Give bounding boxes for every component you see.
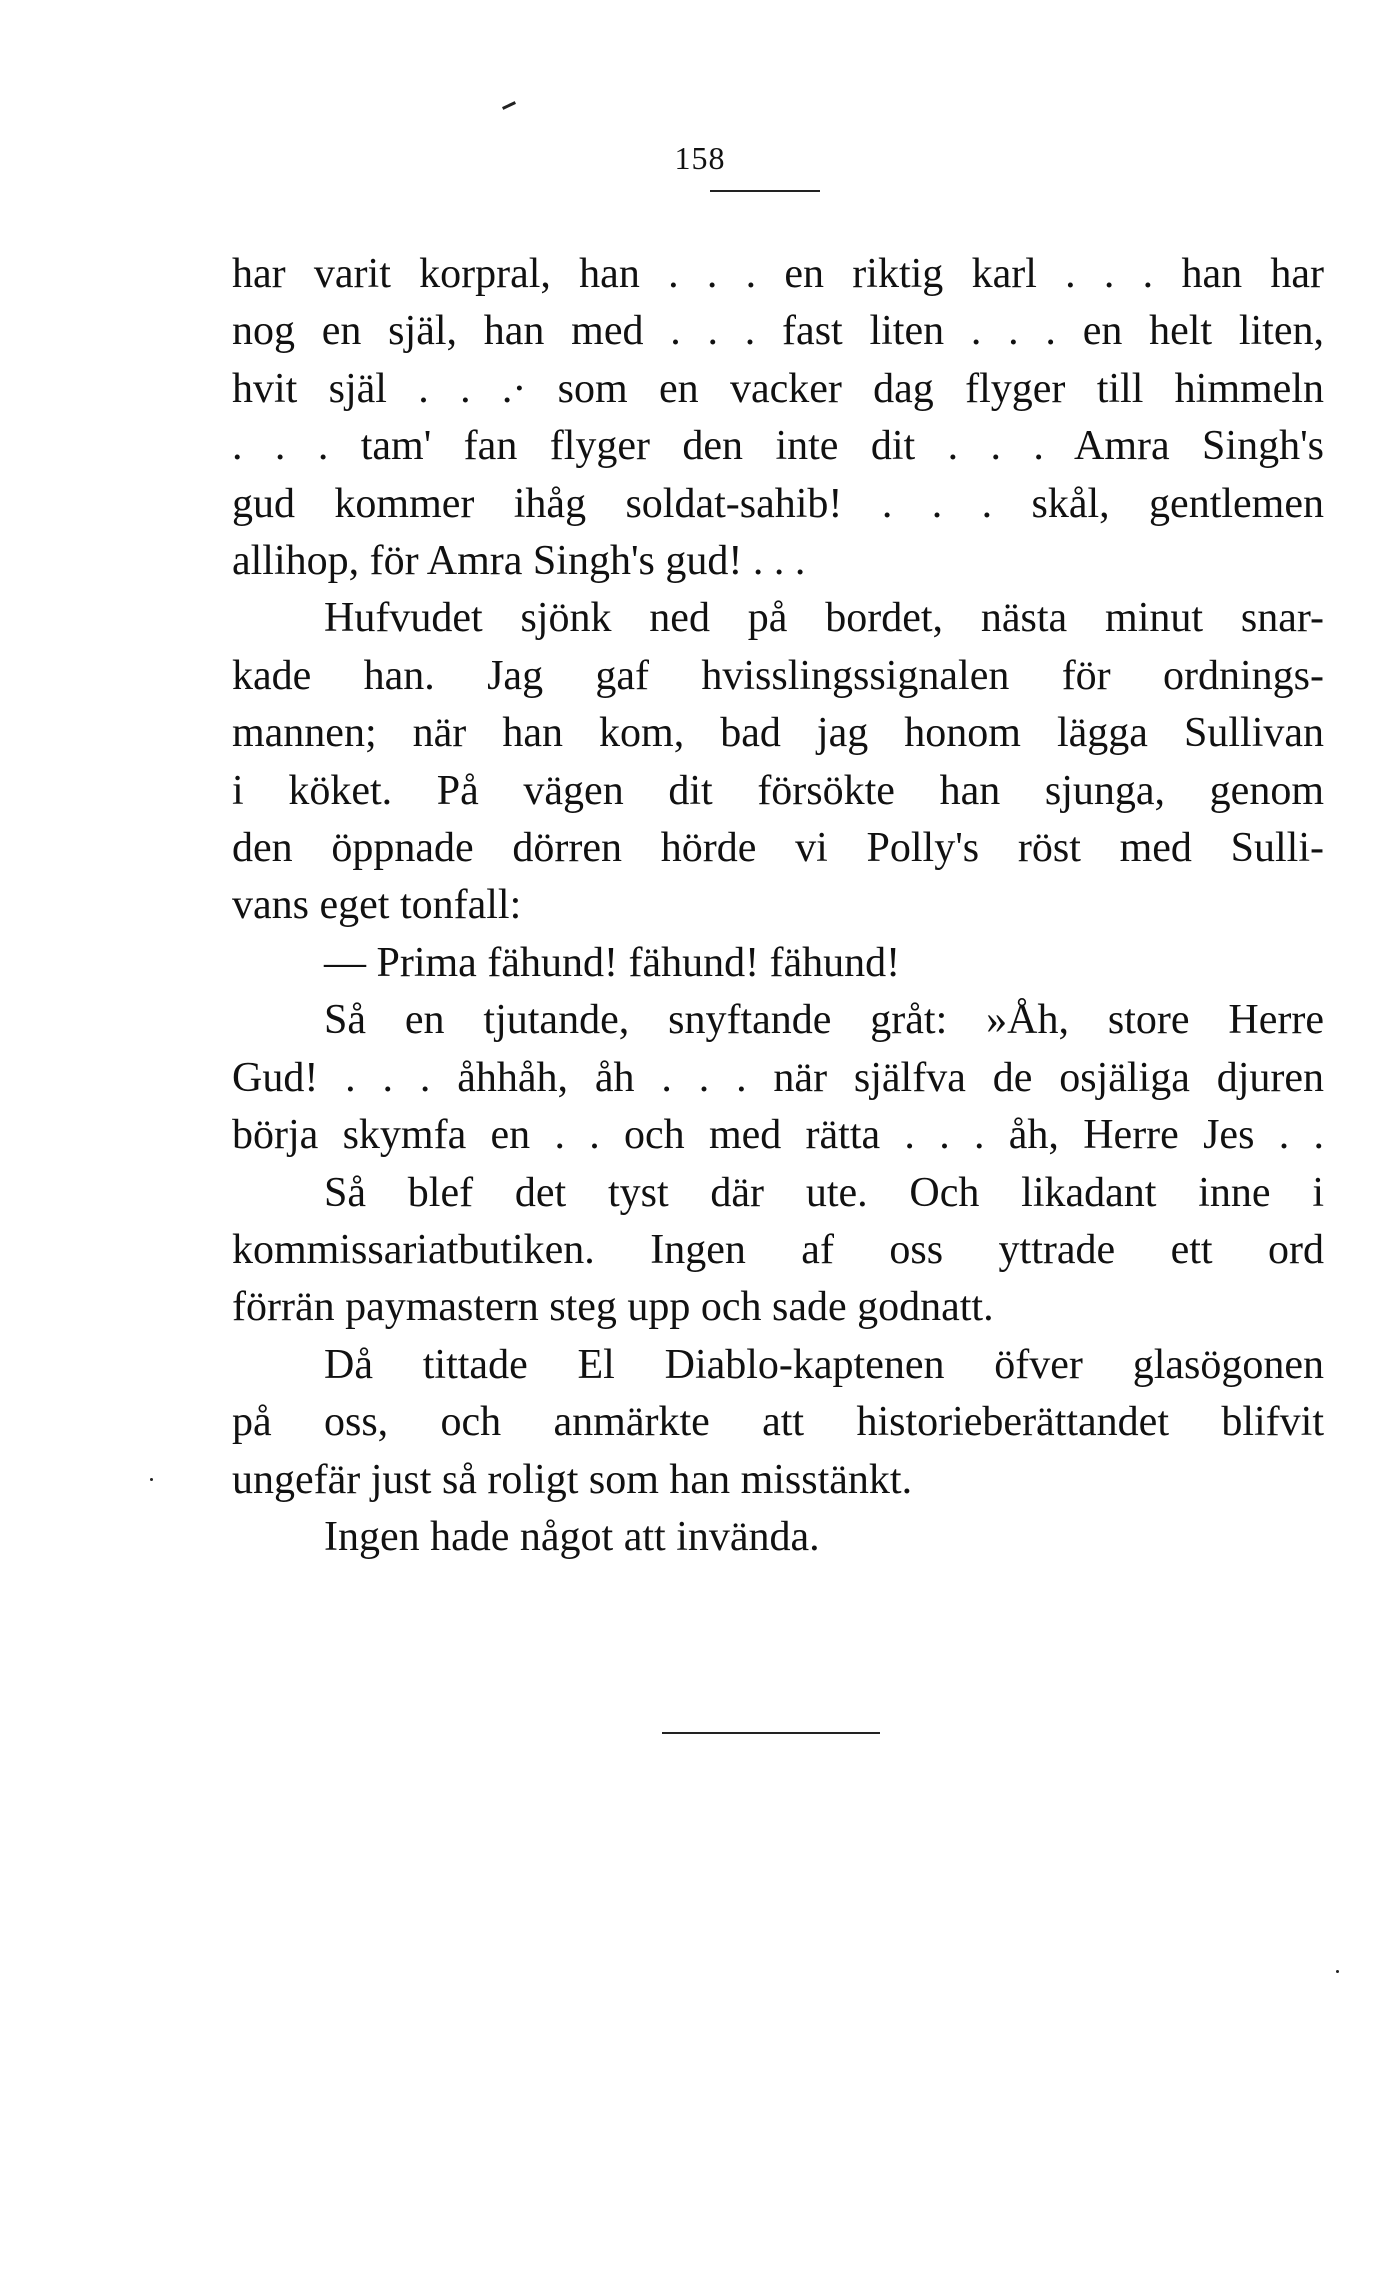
text-line-content: Så blef det tyst där ute. Och likadant inne i [324,1169,1324,1216]
text-line [232,820,1324,877]
text-line-content: Så en tjutande, snyftande gråt: »Åh, store Herre [324,997,1324,1044]
text-line-content: kade han. Jag gaf hvisslingssignalen för ordnings- [232,652,1324,699]
text-line [232,361,1324,418]
text-line [232,763,1324,820]
text-line-content: vans eget tonfall: [232,882,522,929]
text-line [232,533,1324,590]
text-line [232,418,1324,475]
ink-dot [1336,1970,1339,1973]
text-line-content: Ingen hade något att invända. [324,1513,820,1560]
text-line-content: ungefär just så roligt som han misstänkt. [232,1456,913,1503]
text-line-content: kommissariatbutiken. Ingen af oss yttrade ett ord [232,1226,1324,1273]
text-line [232,992,1324,1049]
ink-mark [502,101,516,110]
text-line [232,705,1324,762]
text-line [232,1165,1324,1222]
page-number: 158 [674,140,726,176]
text-line [232,590,1324,647]
text-line [232,935,1324,992]
ink-dot [150,1478,153,1481]
text-line [232,1509,1324,1566]
text-line [232,246,1324,303]
text-line-content: i köket. På vägen dit försökte han sjunga, genom [232,767,1324,814]
end-rule [662,1732,880,1734]
text-line-content: Hufvudet sjönk ned på bordet, nästa minut snar- [324,595,1324,642]
text-line-content: mannen; när han kom, bad jag honom lägga Sullivan [232,710,1324,757]
text-line [232,877,1324,934]
page-number-rule [710,190,820,192]
text-line-content: börja skymfa en . . och med rätta . . . åh, Herre Jes . . [232,1112,1324,1159]
text-line-content: på oss, och anmärkte att historieberättandet blifvit [232,1399,1324,1446]
text-line [232,1107,1324,1164]
text-line [232,1337,1324,1394]
text-line [232,1050,1324,1107]
text-line-content: gud kommer ihåg soldat-sahib! . . . skål, gentlemen [232,480,1324,527]
text-line [232,648,1324,705]
text-line-content: nog en själ, han med . . . fast liten . . . en helt liten, [232,308,1324,355]
text-line [232,1222,1324,1279]
text-line [232,476,1324,533]
body-text [232,246,1324,1566]
text-line-content: har varit korpral, han . . . en riktig karl . . . han har [232,251,1324,297]
text-line-content: . . . tam' fan flyger den inte dit . . . Amra Singh's [232,423,1324,470]
text-line-content: allihop, för Amra Singh's gud! . . . [232,538,806,585]
text-line-content: den öppnade dörren hörde vi Polly's röst med Sulli- [232,825,1324,872]
text-line-content: Då tittade El Diablo-kaptenen öfver glasögonen [324,1341,1324,1388]
text-line [232,1394,1324,1451]
text-line-content: förrän paymastern steg upp och sade godnatt. [232,1284,994,1331]
text-line [232,1279,1324,1336]
text-line [232,303,1324,360]
text-line [232,1452,1324,1509]
text-line-content: Gud! . . . åhhåh, åh . . . när själfva de osjäliga djuren [232,1054,1324,1101]
text-line-content: — Prima fähund! fähund! fähund! [324,939,901,986]
text-line-content: hvit själ . . .· som en vacker dag flyger till himmeln [232,365,1324,412]
